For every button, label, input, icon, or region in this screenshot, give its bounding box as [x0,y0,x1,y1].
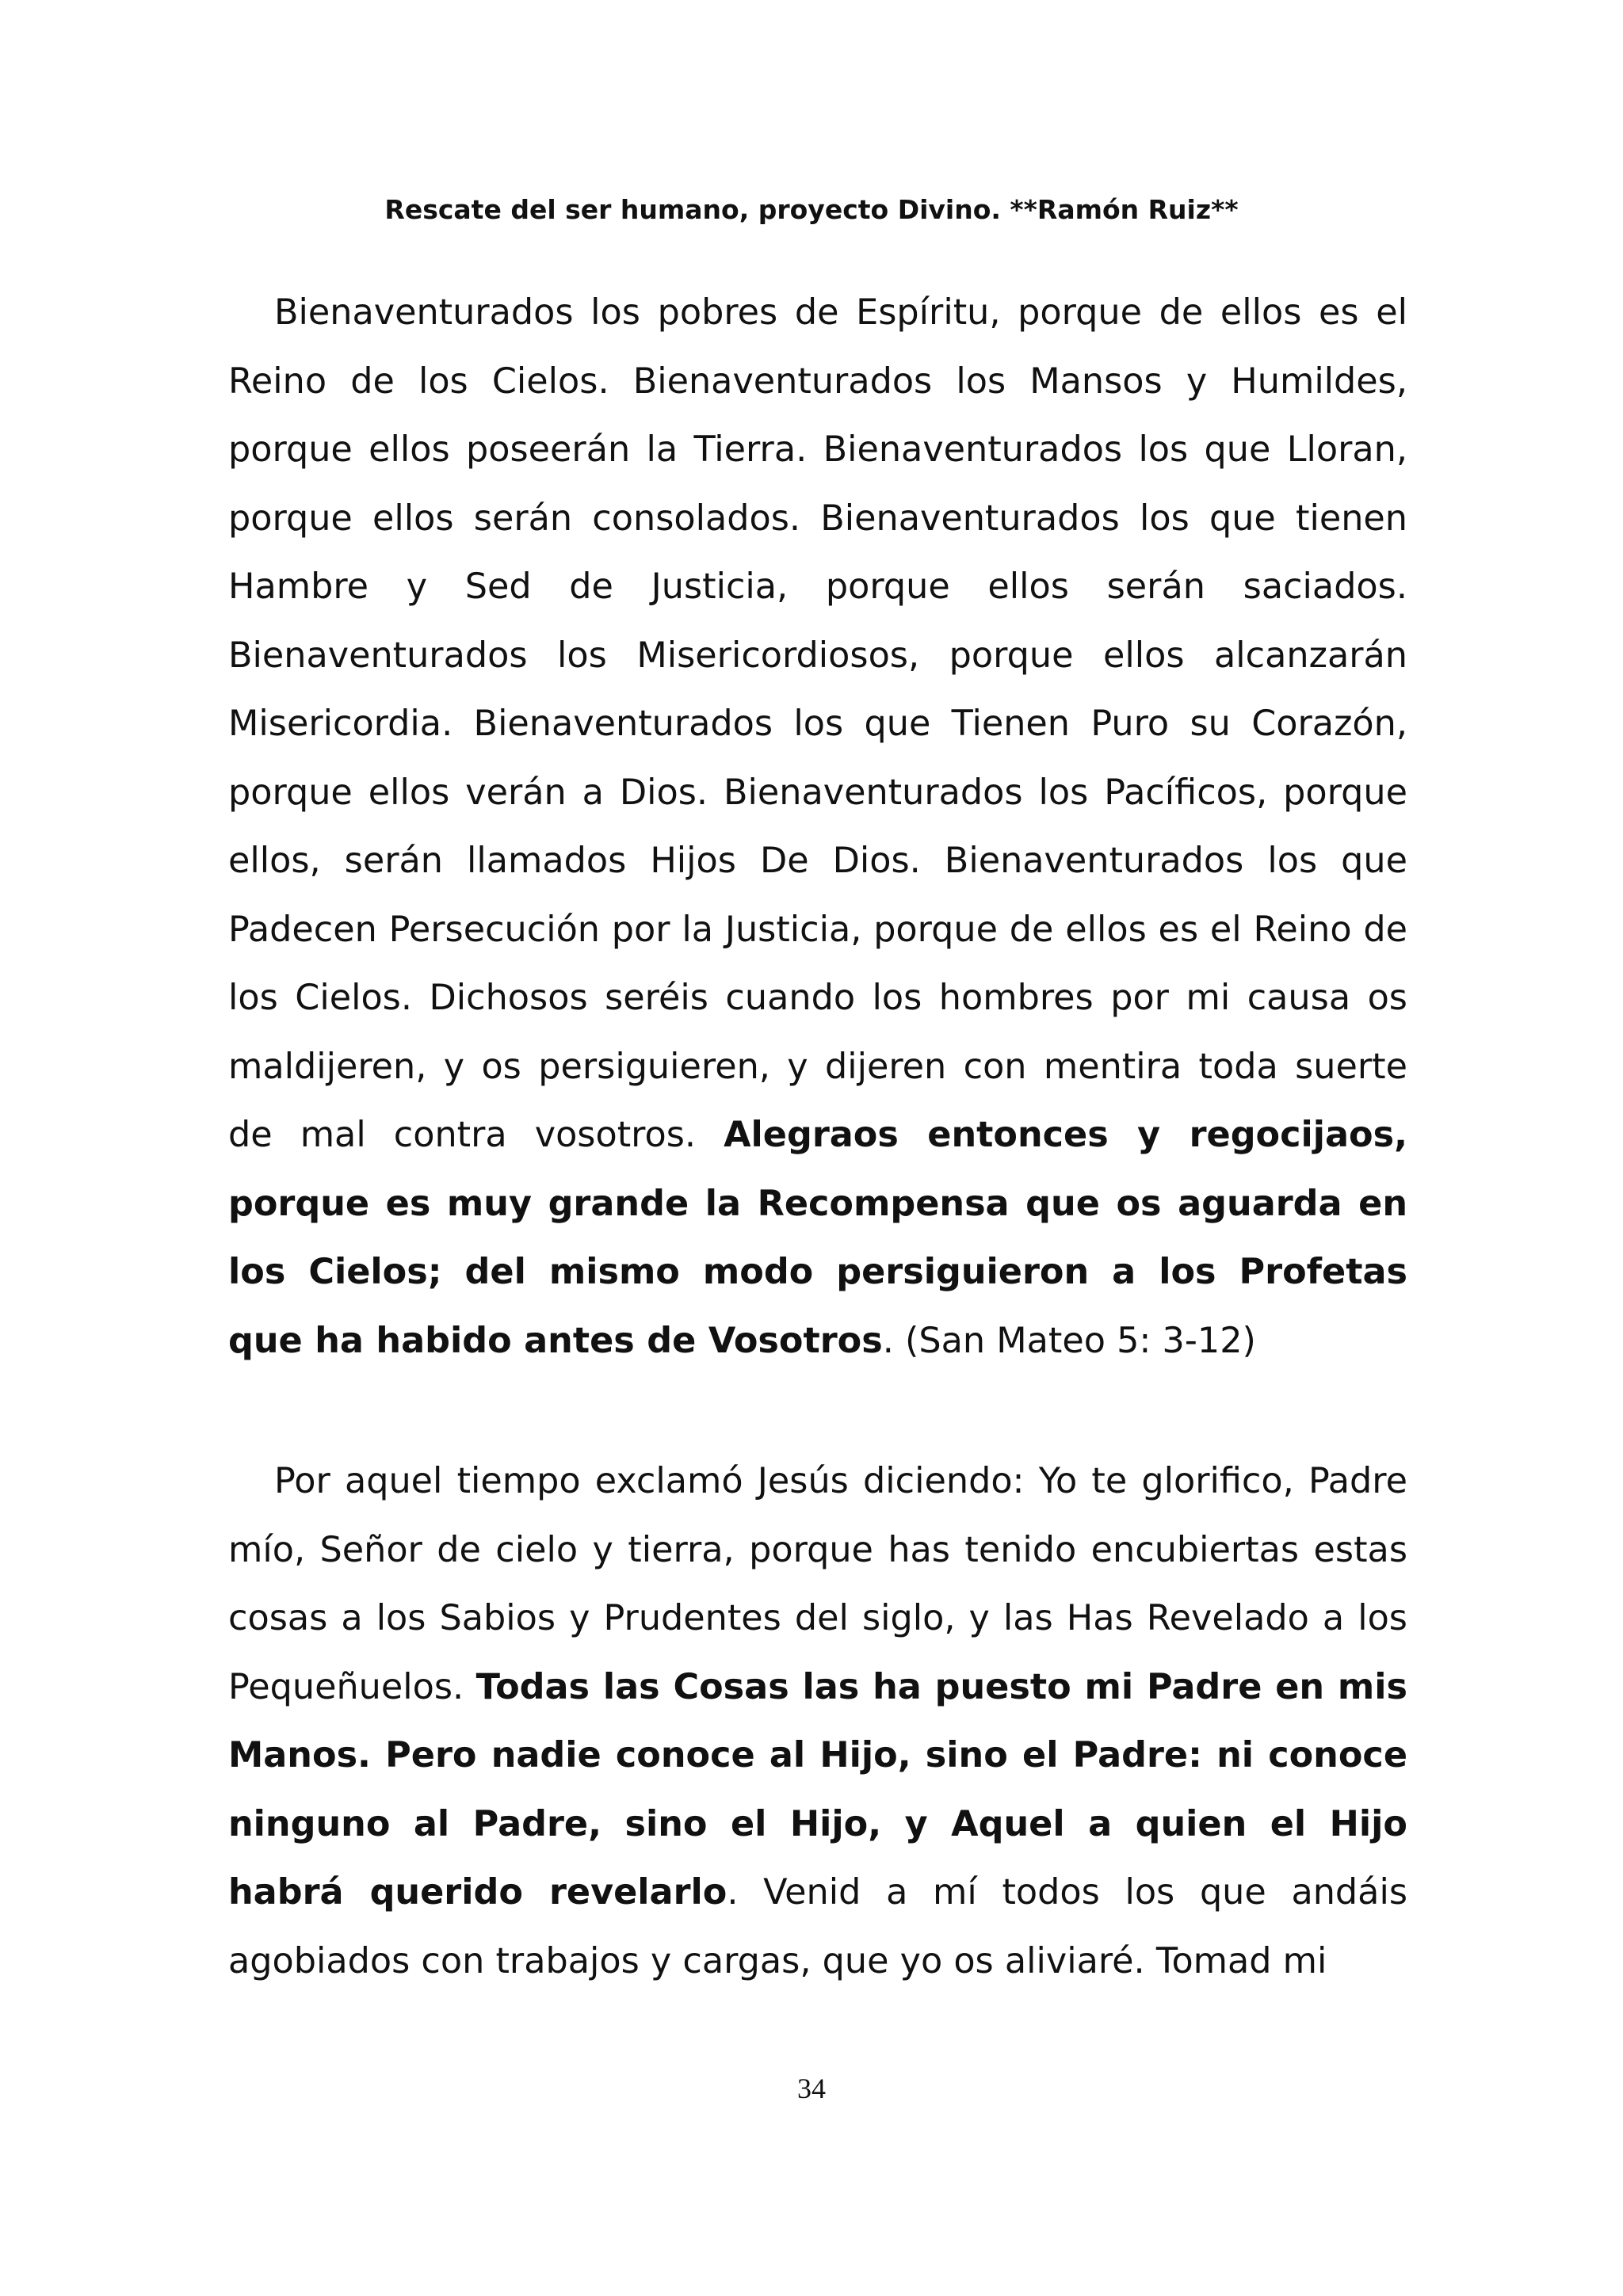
paragraph-text: Bienaventurados los pobres de Espíritu, porque de ellos es el Reino de los Cielos. Bienaventurados los Mansos y Humildes, porque ellos poseerán la Tierra. Bienaventurados los que Lloran, porque ellos serán consolados. Bienaventurados los que tienen Hambre y Sed de Justicia, porque ellos serán saciados. Bienaventurados los Misericordiosos, porque ellos alcanzarán Misericordia. Bienaventurados los que Tienen Puro su Corazón, porque ellos verán a Dios. Bienaventurados los Pacíficos, porque ellos, serán llamados Hijos De Dios. Bienaventurados los que Padecen Persecución por la Justicia, porque de ellos es el Reino de los Cielos. Dichosos seréis cuando los hombres por mi causa os maldijeren, y os persiguieren, y dijeren con mentira toda suerte de mal contra vosotros. [228,292,1407,1155]
paragraph-text-continued: . Venid a mí todos los que andáis agobiados con trabajos y cargas, que yo os aliviaré. Tomad mi [228,1872,1408,1981]
running-header: Rescate del ser humano, proyecto Divino. **Ramón Ruiz** [384,194,1239,225]
paragraph-beatitudes [228,279,1407,1375]
page-number: 34 [797,2073,826,2104]
bold-passage: Todas las Cosas las ha puesto mi Padre en mis Manos. Pero nadie conoce al Hijo, sino el Padre: ni conoce ninguno al Padre, sino el Hijo, y Aquel a quien el Hijo habrá querido revelarlo [228,1666,1407,1913]
paragraph-text: Por aquel tiempo exclamó Jesús diciendo: Yo te glorifico, Padre mío, Señor de cielo y tierra, porque has tenido encubiertas estas cosas a los Sabios y Prudentes del siglo, y las Has Revelado a los Pequeñuelos. [228,1461,1407,1707]
bold-passage: Alegraos entonces y regocijaos, porque es muy grande la Recompensa que os aguarda en los Cielos; del mismo modo persiguieron a los Profetas que ha habido antes de Vosotros [228,1115,1408,1361]
citation-text: . (San Mateo 5: 3-12) [882,1320,1256,1361]
paragraph-jesus-exclaims [228,1447,1407,1996]
